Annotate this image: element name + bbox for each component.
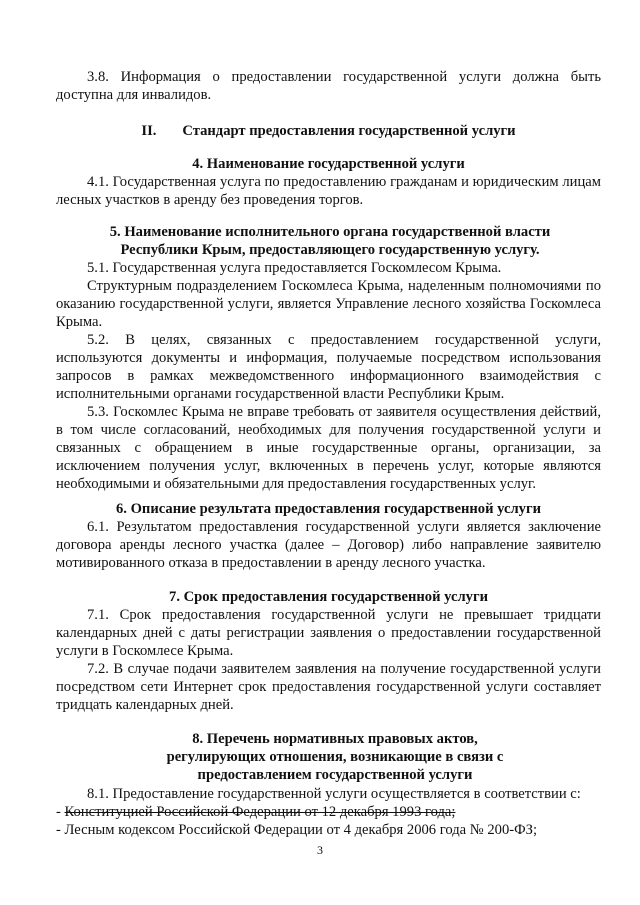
page-number: 3 [317, 843, 323, 857]
paragraph-7-2: 7.2. В случае подачи заявителем заявления на получение государственной услуги посредством сети Интернет срок предоставления государственной услуги составляет тридцать календарных дней. [56, 661, 601, 713]
paragraph-5-1-structure: Структурным подразделением Госкомлеса Крыма, наделенным полномочиями по оказанию государственной услуги, является Управление лесного хозяйства Госкомлеса Крыма. [56, 278, 601, 330]
list-dash: - [56, 804, 65, 820]
paragraph-4-1: 4.1. Государственная услуга по предоставлению гражданам и юридическим лицам лесных участков в аренду без проведения торгов. [56, 174, 601, 208]
paragraph-3-8: 3.8. Информация о предоставлении государственной услуги должна быть доступна для инвалидов. [56, 69, 601, 103]
heading-8: 8. Перечень нормативных правовых актов, регулирующих отношения, возникающие в связи с предоставлением государственной услуги [166, 731, 504, 783]
paragraph-5-1: 5.1. Государственная услуга предоставляется Госкомлесом Крыма. [87, 260, 502, 276]
paragraph-5-2: 5.2. В целях, связанных с предоставлением государственной услуги, используются документы и информация, получаемые посредством использования запросов в рамках межведомственного информационного взаимодействия с исполнительными органами государственной власти Республики Крым. [56, 332, 601, 402]
heading-7: 7. Срок предоставления государственной услуги [169, 589, 488, 605]
paragraph-5-3: 5.3. Госкомлес Крыма не вправе требовать от заявителя осуществления действий, в том числе согласований, необходимых для получения государственной услуги и связанных с обращением в иные государственные органы, организации, за исключением получения услуг, включенных в перечень услуг, которые являются необходимыми и обязательными для предоставления государственных услуг. [56, 404, 601, 492]
list-item-constitution [56, 803, 616, 821]
paragraph-7-1: 7.1. Срок предоставления государственной услуги не превышает тридцати календарных дней с даты регистрации заявления о предоставлении государственной услуги в Госкомлесе Крыма. [56, 607, 601, 659]
struck-constitution-text: Конституцией Российской Федерации от 12 декабря 1993 года; [64, 804, 456, 820]
heading-6: 6. Описание результата предоставления государственной услуги [115, 501, 541, 517]
section-2-number: II. [141, 123, 157, 139]
list-item-forest-code: - Лесным кодексом Российской Федерации от 4 декабря 2006 года № 200-ФЗ; [56, 822, 538, 838]
section-2-heading [56, 122, 601, 140]
heading-5: 5. Наименование исполнительного органа государственной власти Республики Крым, предоставляющего государственную услугу. [109, 224, 551, 258]
paragraph-6-1: 6.1. Результатом предоставления государственной услуги является заключение договора аренды лесного участка (далее – Договор) либо направление заявителю мотивированного отказа в предоставлении в аренду лесного участка. [56, 519, 601, 571]
paragraph-8-1: 8.1. Предоставление государственной услуги осуществляется в соответствии с: [87, 786, 581, 802]
section-2-title: Стандарт предоставления государственной услуги [182, 123, 516, 139]
heading-4: 4. Наименование государственной услуги [192, 156, 465, 172]
